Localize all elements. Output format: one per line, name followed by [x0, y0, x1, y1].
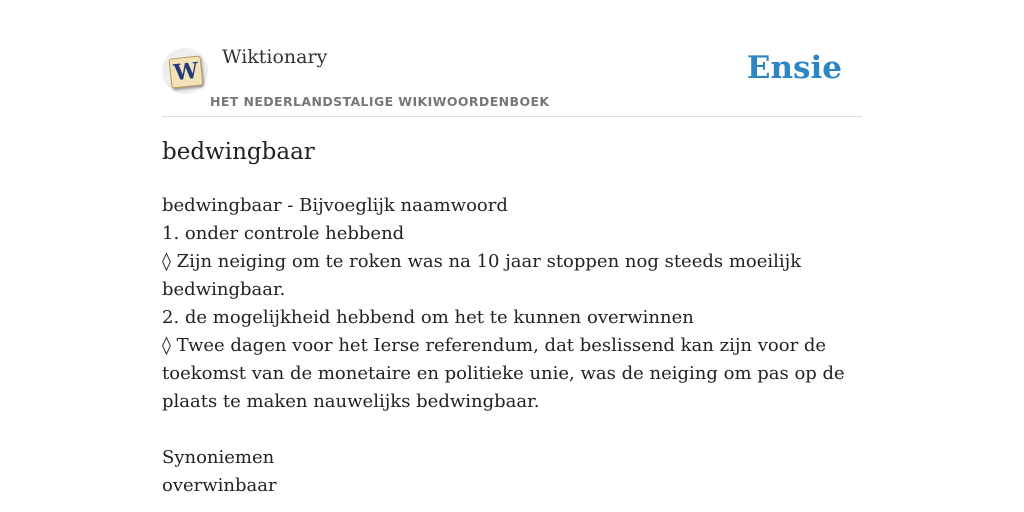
definition-2-example: ◊ Twee dagen voor het Ierse referendum, dat beslissend kan zijn voor de toekomst van de monetaire en politieke unie, was de neiging om pas op de plaats te maken nauwelijks bedwingbaar.	[162, 335, 845, 412]
wiktionary-tile-icon: W	[169, 55, 204, 88]
entry-content	[162, 192, 867, 500]
section-spacer	[162, 416, 867, 444]
entry-heading: bedwingbaar - Bijvoeglijk naamwoord	[162, 195, 508, 216]
site-tagline: HET NEDERLANDSTALIGE WIKIWOORDENBOEK	[210, 94, 550, 109]
page-title: bedwingbaar	[162, 139, 315, 165]
wiktionary-logo[interactable]	[162, 48, 208, 94]
site-header	[162, 44, 862, 117]
site-name-link[interactable]: Wiktionary	[222, 46, 328, 68]
definition-1: 1. onder controle hebbend	[162, 223, 405, 244]
definition-1-example: ◊ Zijn neiging om te roken was na 10 jaar stoppen nog steeds moeilijk bedwingbaar.	[162, 251, 802, 300]
synonyms-value: overwinbaar	[162, 475, 277, 496]
synonyms-label: Synoniemen	[162, 447, 275, 468]
ensie-brand-link[interactable]: Ensie	[746, 50, 842, 86]
definition-2: 2. de mogelijkheid hebbend om het te kunnen overwinnen	[162, 307, 694, 328]
